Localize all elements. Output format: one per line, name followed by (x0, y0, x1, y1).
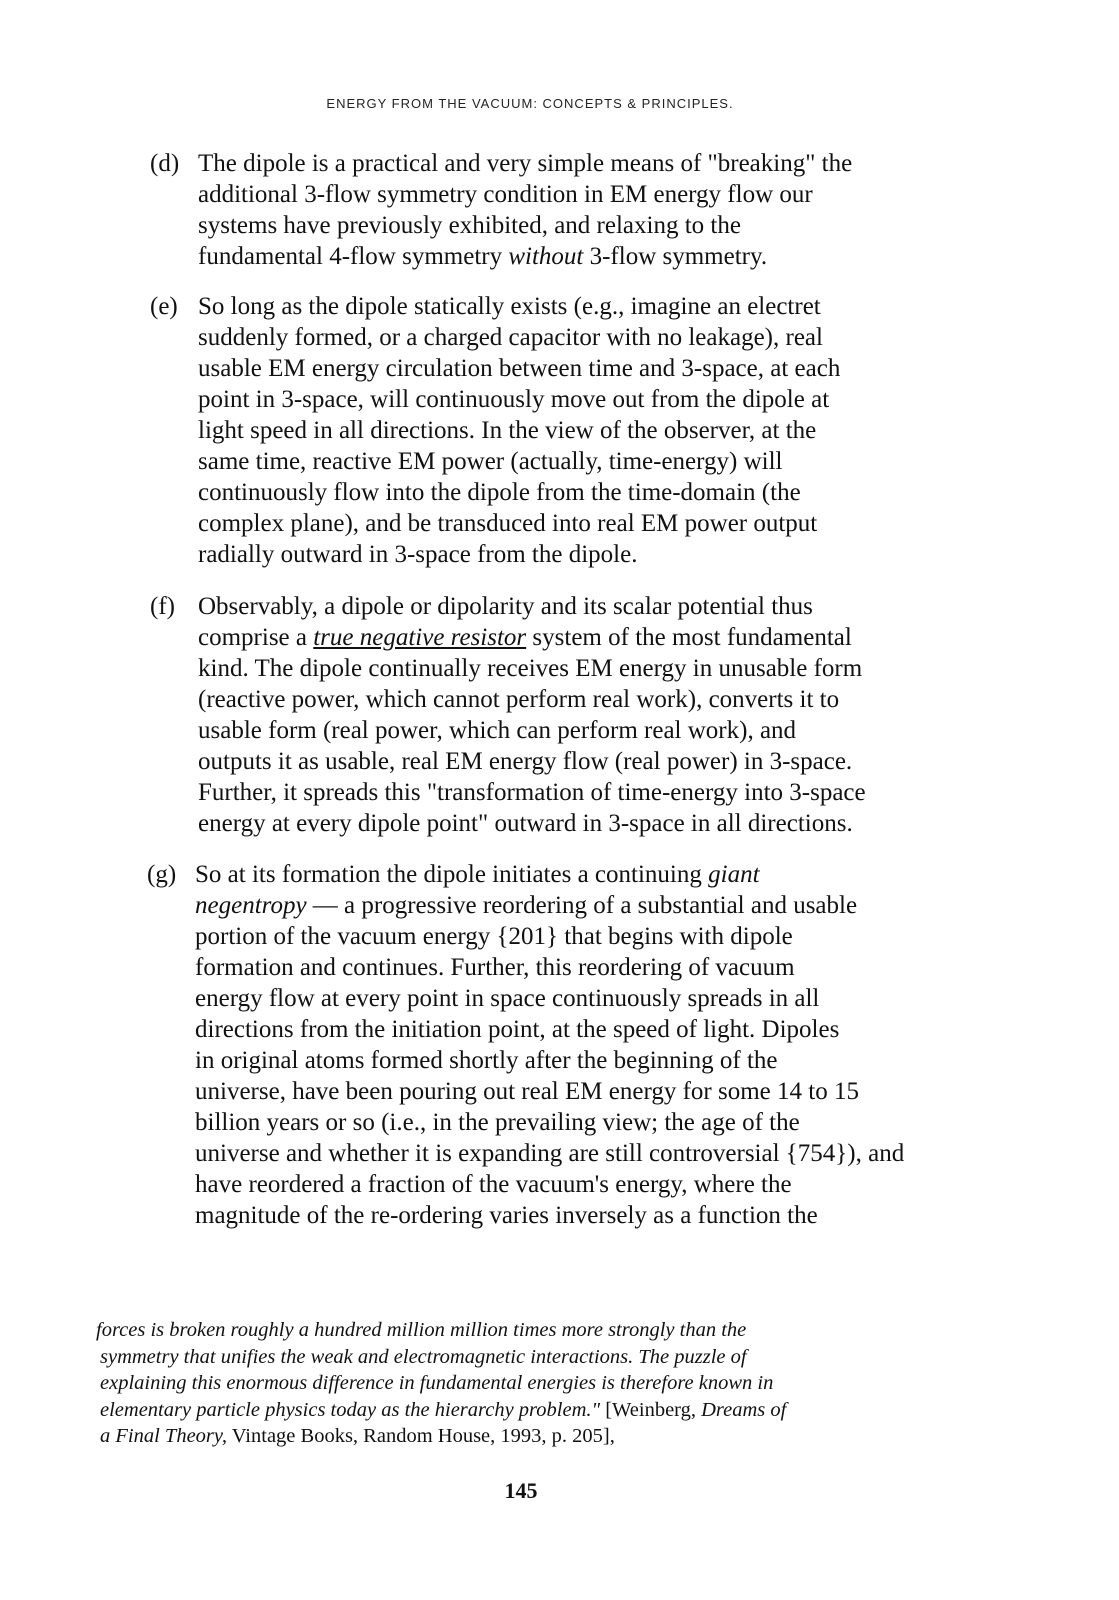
footnote-italic-run: Dreams of (701, 1398, 787, 1421)
text-line: kind. The dipole continually receives EM energy in unusable form (198, 655, 863, 682)
item-label: (f) (150, 593, 175, 620)
text-line: usable form (real power, which can perform real work), and (198, 717, 797, 744)
emphasis-text: without (508, 243, 584, 270)
text-line (195, 859, 967, 890)
item-text (198, 291, 970, 570)
underlined-emphasis-text: true negative resistor (313, 624, 527, 651)
footnote-roman-run: [Weinberg, (600, 1398, 702, 1421)
page-number: 145 (504, 1478, 538, 1503)
text-line: magnitude of the re-ordering varies inversely as a function the (195, 1202, 818, 1229)
text-line: energy at every dipole point" outward in 3-space in all directions. (198, 810, 853, 837)
item-text (198, 148, 970, 272)
text-line: So long as the dipole statically exists (e.g., imagine an electret (198, 293, 821, 320)
text-line (198, 241, 970, 272)
item-label: (d) (150, 150, 180, 177)
item-label: (e) (150, 293, 178, 320)
text-line: in original atoms formed shortly after the beginning of the (195, 1047, 778, 1074)
text-run: system of the most fundamental (526, 624, 852, 651)
text-line: universe and whether it is expanding are still controversial {754}), and (195, 1140, 905, 1167)
list-item-f (150, 591, 970, 839)
text-line: continuously flow into the dipole from the time-domain (the (198, 479, 801, 506)
item-text (195, 859, 967, 1231)
text-line: The dipole is a practical and very simple means of "breaking" the (198, 150, 853, 177)
footnote-italic-run: a Final Theory, (100, 1425, 227, 1447)
footnote-line: explaining this enormous difference in fundamental energies is therefore known in (100, 1372, 774, 1394)
text-line: universe, have been pouring out real EM energy for some 14 to 15 (195, 1078, 859, 1105)
text-line: same time, reactive EM power (actually, time-energy) will (198, 448, 783, 475)
text-line: light speed in all directions. In the view of the observer, at the (198, 417, 817, 444)
footnote-line: forces is broken roughly a hundred million million times more strongly than the (96, 1319, 747, 1341)
text-line (195, 890, 967, 921)
text-line: (reactive power, which cannot perform real work), converts it to (198, 686, 840, 713)
footnote (96, 1317, 976, 1450)
text-line: directions from the initiation point, at the speed of light. Dipoles (195, 1016, 840, 1043)
text-line: portion of the vacuum energy {201} that begins with dipole (195, 923, 793, 950)
emphasis-text: negentropy (195, 892, 307, 919)
text-line: Observably, a dipole or dipolarity and its scalar potential thus (198, 593, 813, 620)
text-line: billion years or so (i.e., in the prevailing view; the age of the (195, 1109, 800, 1136)
text-line: outputs it as usable, real EM energy flow (real power) in 3-space. (198, 748, 853, 775)
text-run: — a progressive reordering of a substantial and usable (306, 892, 858, 919)
footnote-roman-run: Vintage Books, Random House, 1993, p. 205], (226, 1425, 615, 1447)
text-line: usable EM energy circulation between time and 3-space, at each (198, 355, 841, 382)
footnote-line (96, 1397, 976, 1424)
item-text (198, 591, 970, 839)
text-run: fundamental 4-flow symmetry (198, 243, 509, 270)
text-run: So at its formation the dipole initiates a continuing (195, 861, 709, 888)
list-item-d (150, 148, 970, 272)
footnote-line (96, 1423, 976, 1450)
item-label: (g) (147, 861, 177, 888)
emphasis-text: giant (708, 861, 760, 888)
text-line: complex plane), and be transduced into real EM power output (198, 510, 818, 537)
list-item-g (147, 859, 967, 1231)
text-line: radially outward in 3-space from the dipole. (198, 541, 638, 568)
text-line: suddenly formed, or a charged capacitor with no leakage), real (198, 324, 823, 351)
text-line: point in 3-space, will continuously move out from the dipole at (198, 386, 830, 413)
running-header: ENERGY FROM THE VACUUM: CONCEPTS & PRINCIPLES. (326, 96, 734, 111)
text-line: additional 3-flow symmetry condition in EM energy flow our (198, 181, 813, 208)
text-run: 3-flow symmetry. (583, 243, 768, 270)
footnote-italic-run: elementary particle physics today as the hierarchy problem." (100, 1398, 601, 1421)
text-line: energy flow at every point in space continuously spreads in all (195, 985, 820, 1012)
text-line: Further, it spreads this "transformation of time-energy into 3-space (198, 779, 866, 806)
text-line: have reordered a fraction of the vacuum's energy, where the (195, 1171, 792, 1198)
text-line (198, 622, 970, 653)
text-run: comprise a (198, 624, 314, 651)
text-line: formation and continues. Further, this reordering of vacuum (195, 954, 795, 981)
list-item-e (150, 291, 970, 570)
footnote-line: symmetry that unifies the weak and electromagnetic interactions. The puzzle of (100, 1345, 747, 1368)
text-line: systems have previously exhibited, and relaxing to the (198, 212, 741, 239)
